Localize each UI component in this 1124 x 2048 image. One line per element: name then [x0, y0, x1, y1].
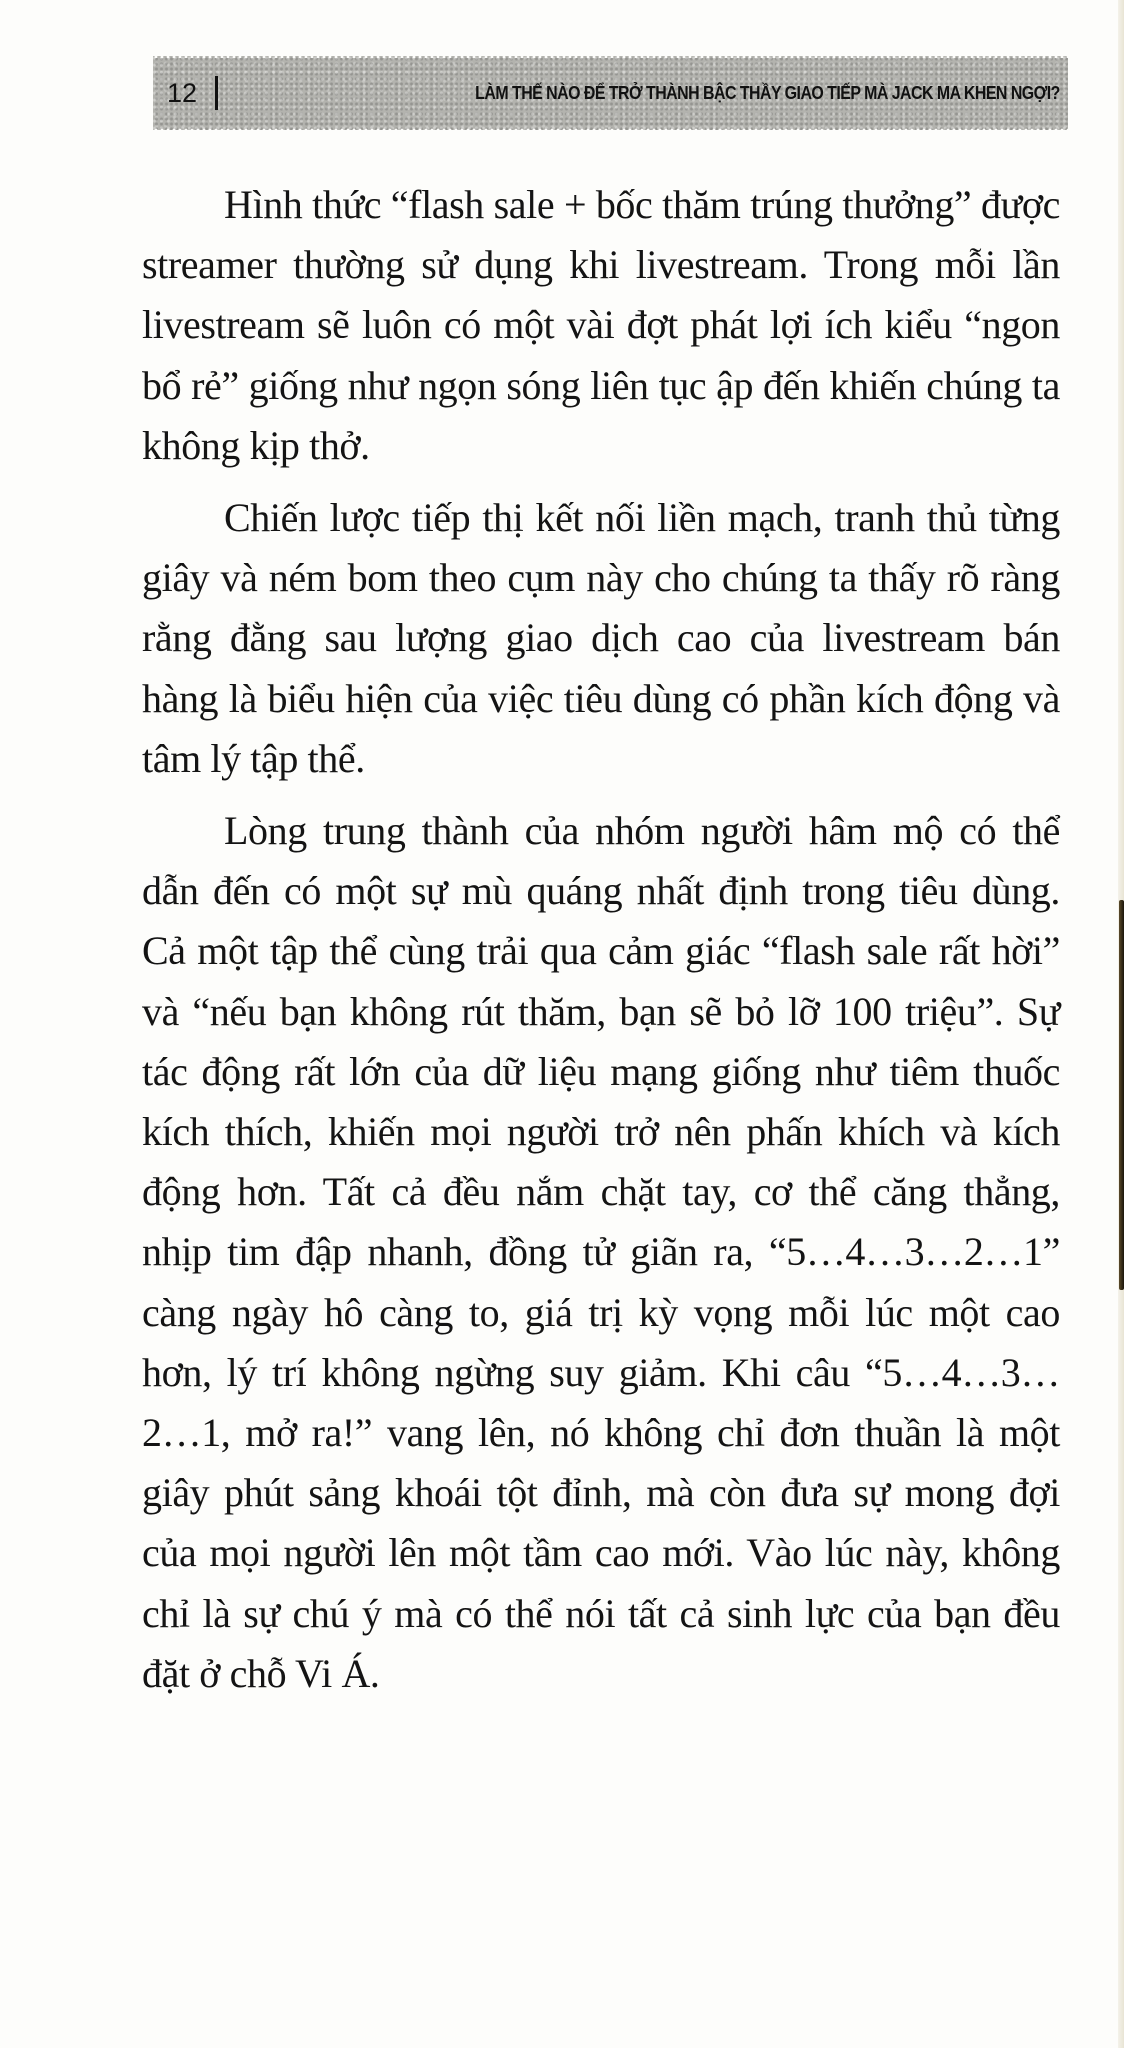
- paragraph-marketing-strategy: Chiến lược tiếp thị kết nối liền mạch, tranh thủ từng giây và ném bom theo cụm này cho chúng ta thấy rõ ràng rằng đằng sau lượng giao dịch cao của livestream bán hàng là biểu hiện của việc tiêu dùng có phần kích động và tâm lý tập thể.: [142, 495, 1060, 781]
- book-edge-shadow: [1119, 900, 1124, 1290]
- running-header: [153, 56, 1068, 130]
- header-divider: [215, 76, 218, 110]
- body-text: [142, 175, 1060, 1716]
- paragraph-fan-loyalty: Lòng trung thành của nhóm người hâm mộ có thể dẫn đến có một sự mù quáng nhất định trong tiêu dùng. Cả một tập thể cùng trải qua cảm giác “flash sale rất hời” và “nếu bạn không rút thăm, bạn sẽ bỏ lỡ 100 triệu”. Sự tác động rất lớn của dữ liệu mạng giống như tiêm thuốc kích thích, khiến mọi người trở nên phấn khích và kích động hơn. Tất cả đều nắm chặt tay, cơ thể căng thẳng, nhịp tim đập nhanh, đồng tử giãn ra, “5…4…3…2…1” càng ngày hô càng to, giá trị kỳ vọng mỗi lúc một cao hơn, lý trí không ngừng suy giảm. Khi câu “5…4…3…2…1, mở ra!” vang lên, nó không chỉ đơn thuần là một giây phút sảng khoái tột đỉnh, mà còn đưa sự mong đợi của mọi người lên một tầm cao mới. Vào lúc này, không chỉ là sự chú ý mà có thể nói tất cả sinh lực của bạn đều đặt ở chỗ Vi Á.: [142, 808, 1060, 1696]
- page-number: 12: [167, 77, 198, 108]
- paragraph-flash-sale: Hình thức “flash sale + bốc thăm trúng thưởng” được streamer thường sử dụng khi livestream. Trong mỗi lần livestream sẽ luôn có một vài đợt phát lợi ích kiểu “ngon bổ rẻ” giống như ngọn sóng liên tục ập đến khiến chúng ta không kịp thở.: [142, 182, 1060, 468]
- chapter-title: LÀM THẾ NÀO ĐỂ TRỞ THÀNH BẬC THẦY GIAO TIẾP MÀ JACK MA KHEN NGỢI?: [475, 82, 1060, 103]
